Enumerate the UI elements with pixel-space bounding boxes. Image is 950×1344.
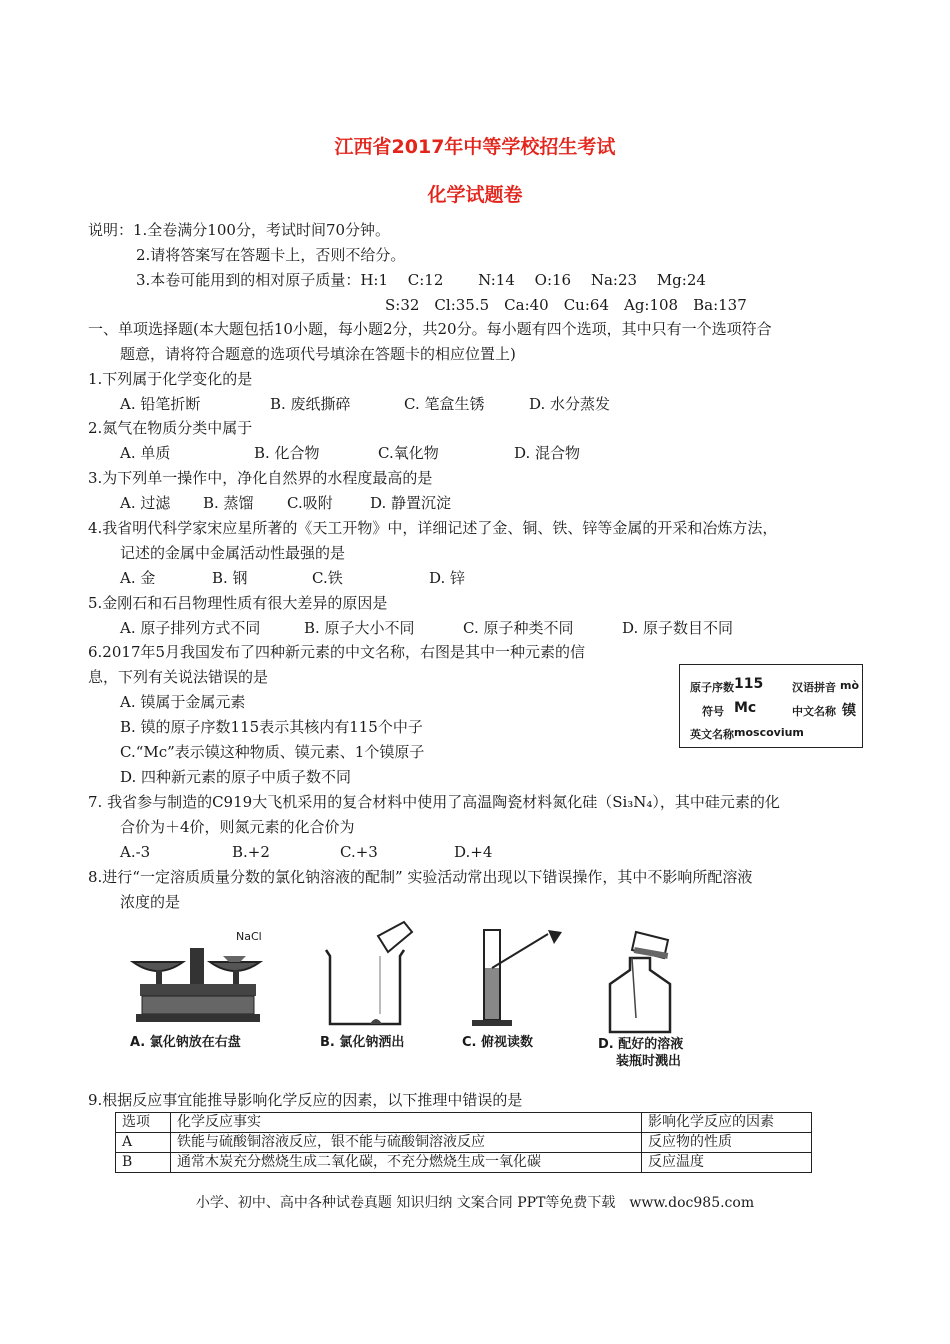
figure-d-caption-line2: 装瓶时溅出 <box>616 1054 682 1069</box>
question-stem-cont: 记述的金属中金属活动性最强的是 <box>120 544 346 562</box>
figure-b-caption: B. 氯化钠洒出 <box>320 1035 405 1050</box>
pinyin-label: 汉语拼音 <box>792 681 836 694</box>
page-subtitle: 化学试题卷 <box>427 184 523 206</box>
question-stem-cont: 合价为＋4价，则氮元素的化合价为 <box>120 818 355 836</box>
option-d: D. 静置沉淀 <box>370 494 452 512</box>
table-cell: 铁能与硫酸铜溶液反应，银不能与硫酸铜溶液反应 <box>171 1133 642 1153</box>
table-header: 影响化学反应的因素 <box>642 1113 812 1133</box>
option-b: B. 原子大小不同 <box>304 619 415 637</box>
element-info-card <box>679 664 863 748</box>
question-stem-cont: 浓度的是 <box>120 893 181 911</box>
beaker-figure <box>318 920 418 1030</box>
option-a: A. 过滤 <box>120 494 171 512</box>
option-a: A. 原子排列方式不同 <box>120 619 261 637</box>
page-title: 江西省2017年中等学校招生考试 <box>334 136 616 158</box>
option-a: A.-3 <box>120 843 151 861</box>
pinyin: mò <box>840 679 860 692</box>
question-stem-cont: 息，下列有关说法错误的是 <box>88 668 269 686</box>
reaction-table <box>115 1112 812 1173</box>
note-3: 3.本卷可能用到的相对原子质量：H:1 C:12 N:14 O:16 Na:23 Mg:24 <box>136 271 706 289</box>
option-c: C. 原子种类不同 <box>463 619 574 637</box>
option-b: B. 钢 <box>212 569 248 587</box>
element-symbol: Mc <box>734 700 757 716</box>
option-d: D.+4 <box>454 843 493 861</box>
question-stem: 4.我省明代科学家宋应星所著的《天工开物》中，详细记述了金、铜、铁、锌等金属的开采和冶炼方法， <box>88 519 778 537</box>
table-cell: A <box>116 1133 171 1153</box>
option-a: A. 铅笔折断 <box>120 395 201 413</box>
nacl-label: NaCl <box>236 930 262 943</box>
question-stem: 3.为下列单一操作中，净化自然界的水程度最高的是 <box>88 469 433 487</box>
table-header-row <box>116 1113 812 1133</box>
option-a: A. 金 <box>120 569 156 587</box>
note-4: S:32 Cl:35.5 Ca:40 Cu:64 Ag:108 Ba:137 <box>385 296 747 314</box>
en-name: moscovium <box>734 726 804 739</box>
question-stem: 6.2017年5月我国发布了四种新元素的中文名称，右图是其中一种元素的信 <box>88 643 586 661</box>
symbol-label: 符号 <box>702 705 724 718</box>
option-b: B. 镆的原子序数115表示其核内有115个中子 <box>120 718 423 736</box>
atomic-number-label: 原子序数 <box>690 681 734 694</box>
option-d: D. 四种新元素的原子中质子数不同 <box>120 768 352 786</box>
figure-a-caption: A. 氯化钠放在右盘 <box>130 1035 241 1050</box>
question-stem: 7. 我省参与制造的C919大飞机采用的复合材料中使用了高温陶瓷材料氮化硅（Si₃N₄），其中硅元素的化 <box>88 793 780 811</box>
section-heading: 一、单项选择题(本大题包括10小题，每小题2分，共20分。每小题有四个选项，其中只有一个选项符合 <box>88 320 772 338</box>
table-cell: B <box>116 1153 171 1173</box>
option-a: A. 镆属于金属元素 <box>120 693 246 711</box>
option-c: C.“Mc”表示镆这种物质、镆元素、1个镆原子 <box>120 743 425 761</box>
table-cell: 反应温度 <box>642 1153 812 1173</box>
question-stem: 2.氮气在物质分类中属于 <box>88 419 253 437</box>
atomic-number: 115 <box>734 676 764 692</box>
table-header: 选项 <box>116 1113 171 1133</box>
en-name-label: 英文名称 <box>690 728 734 741</box>
question-stem: 8.进行“一定溶质质量分数的氯化钠溶液的配制” 实验活动常出现以下错误操作，其中不影响所配溶液 <box>88 868 753 886</box>
figure-d-caption <box>598 1036 683 1070</box>
table-cell: 通常木炭充分燃烧生成二氧化碳，不充分燃烧生成一氧化碳 <box>171 1153 642 1173</box>
option-b: B. 蒸馏 <box>203 494 254 512</box>
section-heading-cont: 题意，请将符合题意的选项代号填涂在答题卡的相应位置上) <box>120 345 516 363</box>
option-a: A. 单质 <box>120 444 171 462</box>
note-2: 2.请将答案写在答题卡上，否则不给分。 <box>136 246 406 264</box>
footer-text: 小学、初中、高中各种试卷真题 知识归纳 文案合同 PPT等免费下载 www.doc985.com <box>195 1195 755 1211</box>
table-header: 化学反应事实 <box>171 1113 642 1133</box>
cn-name: 镆 <box>842 703 856 719</box>
option-c: C.铁 <box>312 569 343 587</box>
option-c: C. 笔盒生锈 <box>404 395 485 413</box>
bottle-figure <box>596 928 700 1036</box>
option-c: C.+3 <box>340 843 378 861</box>
figure-d-caption-line1: D. 配好的溶液 <box>598 1037 684 1052</box>
question-stem: 1.下列属于化学变化的是 <box>88 370 253 388</box>
table-row <box>116 1153 812 1173</box>
option-d: D. 混合物 <box>514 444 581 462</box>
question-stem: 5.金刚石和石吕物理性质有很大差异的原因是 <box>88 594 388 612</box>
cn-name-label: 中文名称 <box>792 705 836 718</box>
option-b: B.+2 <box>232 843 270 861</box>
note-1: 说明：1.全卷满分100分，考试时间70分钟。 <box>88 221 391 239</box>
option-d: D. 锌 <box>429 569 466 587</box>
option-c: C.吸附 <box>287 494 333 512</box>
table-cell: 反应物的性质 <box>642 1133 812 1153</box>
option-b: B. 化合物 <box>254 444 320 462</box>
option-c: C.氧化物 <box>378 444 439 462</box>
option-b: B. 废纸撕碎 <box>270 395 351 413</box>
cylinder-figure <box>462 922 572 1030</box>
option-d: D. 原子数目不同 <box>622 619 734 637</box>
table-row <box>116 1133 812 1153</box>
option-d: D. 水分蒸发 <box>529 395 611 413</box>
figure-c-caption: C. 俯视读数 <box>462 1035 534 1050</box>
question-stem: 9.根据反应事宜能推导影响化学反应的因素，以下推理中错误的是 <box>88 1091 523 1109</box>
